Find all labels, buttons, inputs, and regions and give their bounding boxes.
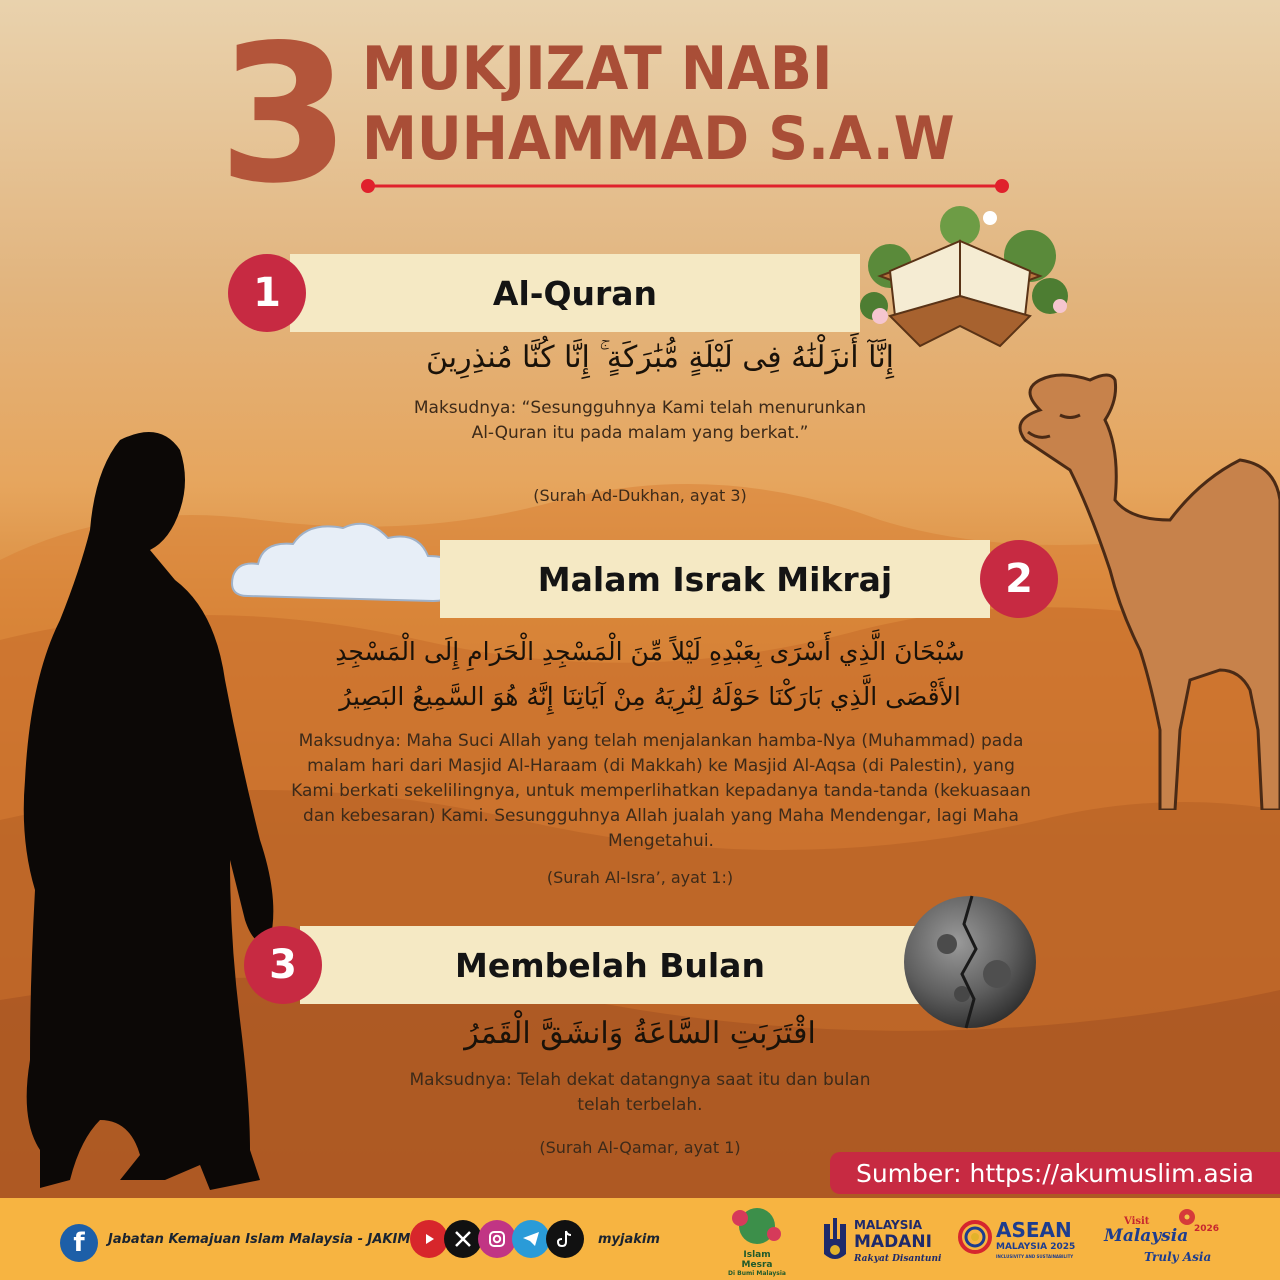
footer-bar bbox=[0, 1198, 1280, 1280]
malaysia-madani-logo bbox=[820, 1206, 940, 1272]
madani-text-1: MALAYSIA bbox=[854, 1218, 923, 1232]
youtube-icon[interactable] bbox=[410, 1220, 448, 1258]
section-3-reference: (Surah Al-Qamar, ayat 1) bbox=[539, 1138, 741, 1157]
source-link[interactable]: Sumber: https://akumuslim.asia bbox=[830, 1152, 1280, 1194]
section-3-meaning: Maksudnya: Telah dekat datangnya saat itu dan bulan telah terbelah. bbox=[409, 1070, 871, 1115]
telegram-icon[interactable] bbox=[512, 1220, 550, 1258]
asean-emblem-icon bbox=[958, 1220, 992, 1254]
visit-malaysia-2026-logo bbox=[1104, 1206, 1234, 1272]
section-3-arabic-verse: اقْتَرَبَتِ السَّاعَةُ وَانشَقَّ الْقَمَرُ bbox=[464, 1016, 816, 1051]
asean-text-3: INCLUSIVITY AND SUSTAINABILITY bbox=[996, 1254, 1074, 1259]
section-1-meaning: Maksudnya: “Sesungguhnya Kami telah menurunkan Al-Quran itu pada malam yang berkat.” bbox=[413, 398, 867, 443]
section-3-heading: Membelah Bulan bbox=[455, 945, 765, 985]
visit-text-2: Malaysia bbox=[1104, 1226, 1189, 1246]
visit-text-3: Truly Asia bbox=[1144, 1250, 1212, 1264]
islam-mesra-text-1: Islam bbox=[743, 1250, 771, 1260]
asean-malaysia-2025-logo bbox=[958, 1206, 1088, 1272]
visit-year: 2026 bbox=[1194, 1224, 1220, 1234]
islam-mesra-text-3: Di Bumi Malaysia bbox=[728, 1270, 786, 1277]
cloud-illustration bbox=[228, 516, 468, 616]
section-2-arabic-verse-line-1: سُبْحَانَ الَّذِي أَسْرَى بِعَبْدِهِ لَيْلاً مِّنَ الْمَسْجِدِ الْحَرَامِ إِلَى الْمَسْجِدِ bbox=[335, 637, 965, 666]
hibiscus-icon bbox=[1178, 1208, 1196, 1226]
section-2-number-badge: 2 bbox=[980, 540, 1058, 618]
section-2-arabic-verse-line-2: الأَقْصَى الَّذِي بَارَكْنَا حَوْلَهُ لِنُرِيَهُ مِنْ آيَاتِنَا إِنَّهُ هُوَ السَّمِيعُ البَصِيرُ bbox=[339, 682, 961, 711]
section-1-band bbox=[290, 254, 860, 332]
islam-mesra-logo bbox=[722, 1206, 792, 1277]
x-icon[interactable] bbox=[444, 1220, 482, 1258]
tiktok-icon[interactable] bbox=[546, 1220, 584, 1258]
section-2-meaning: Maksudnya: Maha Suci Allah yang telah menjalankan hamba-Nya (Muhammad) pada malam hari dari Masjid Al-Haraam (di Makkah) ke Masjid Al-Aqsa (di Palestin), yang Kami berkati sekelilingnya, untuk memperlihatkan kepadanya tanda-tanda (kekuasaan dan kebesaran) Kami. Sesungguhnya Allah jualah yang Maha Mendengar, lagi Maha Mengetahui. bbox=[291, 731, 1031, 851]
section-1-number-badge: 1 bbox=[228, 254, 306, 332]
madani-text-2: MADANI bbox=[854, 1232, 932, 1252]
instagram-icon[interactable] bbox=[478, 1220, 516, 1258]
section-1-heading: Al-Quran bbox=[492, 273, 658, 313]
quran-book-illustration bbox=[850, 196, 1070, 356]
islam-mesra-text-2: Mesra bbox=[741, 1260, 773, 1270]
section-1-reference: (Surah Ad-Dukhan, ayat 3) bbox=[533, 486, 747, 505]
islam-mesra-emblem-icon bbox=[722, 1206, 792, 1246]
title-underline bbox=[360, 178, 1010, 194]
footer-organisation: Jabatan Kemajuan Islam Malaysia - JAKIM bbox=[108, 1232, 411, 1247]
visit-text-1: Visit bbox=[1124, 1216, 1150, 1227]
section-2-band bbox=[440, 540, 990, 618]
section-3-band bbox=[300, 926, 920, 1004]
madani-hand-icon bbox=[820, 1214, 850, 1264]
title-number: 3 bbox=[218, 4, 345, 225]
section-1-arabic-verse: إِنَّآ أَنزَلْنَٰهُ فِى لَيْلَةٍ مُّبَٰرَكَةٍ ۚ إِنَّا كُنَّا مُنذِرِينَ bbox=[425, 340, 895, 375]
section-2-reference: (Surah Al-Isra’, ayat 1:) bbox=[546, 868, 734, 887]
asean-text-2: MALAYSIA 2025 bbox=[996, 1242, 1076, 1252]
madani-text-3: Rakyat Disantuni bbox=[854, 1254, 942, 1264]
footer-handle: myjakim bbox=[598, 1232, 660, 1247]
split-moon-illustration bbox=[902, 894, 1038, 1030]
facebook-icon[interactable]: f bbox=[60, 1224, 98, 1262]
asean-text-1: ASEAN bbox=[996, 1218, 1072, 1242]
title-line-2: MUHAMMAD S.A.W bbox=[362, 104, 955, 174]
section-3-number-badge: 3 bbox=[244, 926, 322, 1004]
section-2-heading: Malam Israk Mikraj bbox=[537, 559, 893, 599]
title-line-1: MUKJIZAT NABI bbox=[362, 34, 833, 104]
